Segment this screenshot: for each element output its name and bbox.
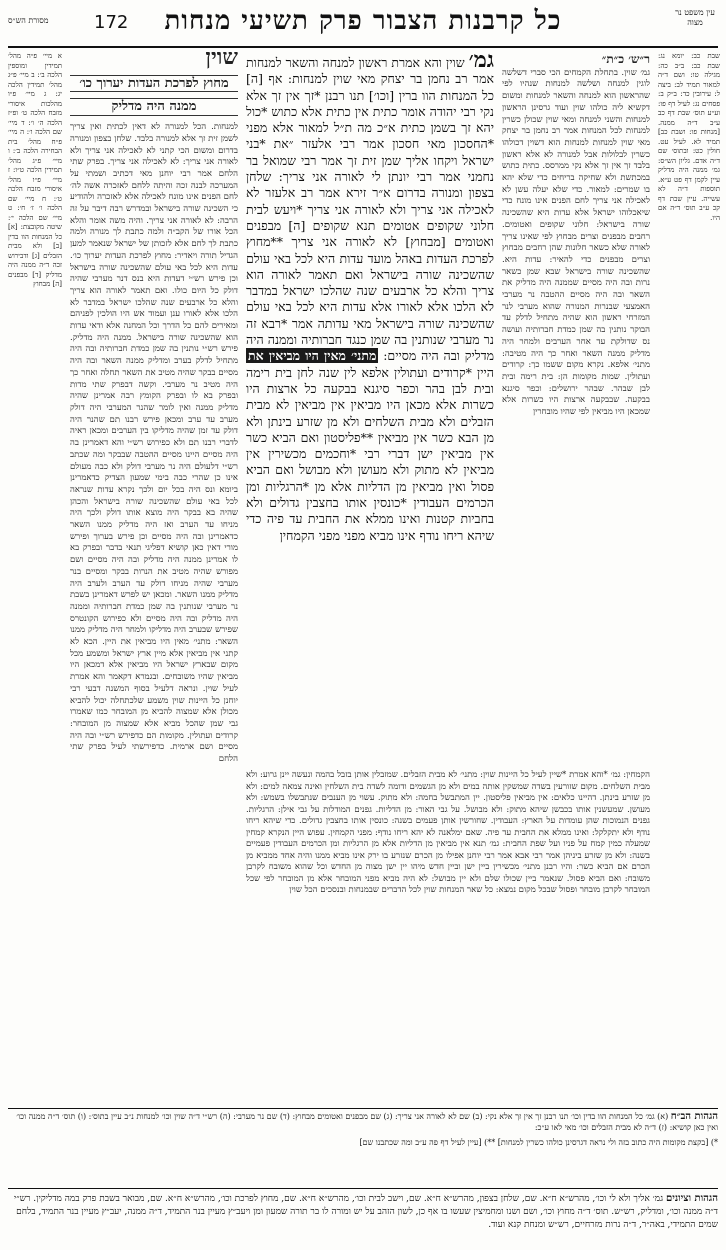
- page-header: [8, 4, 718, 48]
- right-margin-notes: [658, 52, 720, 1097]
- tosafot-text: למנחות. הכל למנורה לא דאין לכתית ואין צריך לשמן זית זך אלא למנורה בלבד. שלחן בצפון ומנורה בדרום ומשום הכי קתני לא לאכילה אני צריך ולא לאורה אני צריך: לא לאכילה אני צריך. בפרק שתי הלחם אמר רבי יוחנן מאי דכתיב ושמתי על המערכה לבנה זכה והיתה ללחם לאזכרה אשה לה׳ לחם הפנים אינו מונח לאכילה אלא לאזכרה ולהודיע כי השכינה שורה בישראל ובמדרש רבה דיבר על זה הרבה: לא לאורה אני צריך. והיה משה אומר והלא הכל אורו של הקב״ה ולמה כתבת לך מנורה ולמה כתבת לך לחם אלא לזכותן של ישראל שנאמר למען הגדיל תורה ויאדיר: מחוץ לפרכת העדות יערוך כו׳. עדות היא לכל באי עולם שהשכינה שורה בישראל וכן פירש רש״י דעדות היא בנס דנר מערבי שהיה דולק כל היום כולו. ואם תאמר לאורה הוא צריך והלא כל ארבעים שנה שהלכו ישראל במדבר לא הלכו אלא לאורו ענן ועמוד אש היו הולכין לפניהם ומאירים להם כל הדרך וכל המחנה אלא ודאי עדות הוא שהשכינה שורה בישראל. ממנה היה מדליק. פירש רש״י נותנין בה שמן כמדת חברותיה ובה היה מתחיל לדלק בערב ומדליק ממנה השאר ובה היה מסיים בבקר שהיה מטיב את השאר תחלה ואחר כך היה מטיב נר מערבי. וקשה דבפרק שתי מדות ובפרק בא לו ובפרק הקומץ רבה אמרינן שהיה מדליק ממנה ואין לומר שהנר המערבי היה דולק מערב עד ערב ומכאן פירש רבנו תם שהנר היה דולק עד זמן שהיה מדליקו בין הערבים ומכאן ראיה לדברי רבנו תם ולא כפירוש רש״י והא דאמרינן בה היה מסיים היינו מסיים ההטבה שבבקר ומה שכתב רש״י דלעולם היה נר מערבי דולק ולא כבה מעולם אינו כן שהרי כבה בימי שמעון הצדיק כדאמרינן ביומא ונס היה בכל יום ולכך נקרא עדות שנראה לכל באי עולם שהשכינה שורה בישראל והכהן שהיה בא בבקר היה מוצא אותו דולק ולכך היה מניחו עד הערב ואז היה מדליק ממנו השאר כדאמרינן ובה היה מסיים וכן פירש בערוך ופירש מורי דאין כאן קושיא דפליגי תנאי בדבר ובפרק בא לו אמרינן ממנה היה מדליק ובה היה מסיים ושם מפורש שהיה מטיב את הנרות בבקר ומסיים בנר מערבי שהיה מניחו דולק עד הערב ולערב היה מדליק ממנו השאר. ומכאן יש לפרש דאמרינן בשבת נר מערבי שנותנין בה שמן כמדת חברותיה וממנה היה מדליק ובה היה מסיים ולא כפירוש הקונטרס שפירש שבערב היה מדליקו ולמחר היה מדליק ממנו השאר: מתני׳ מאין היו מביאין את היין. הכא לא קתני אין מביאין אלא מיין ארץ ישראל ומשמע מכל מקום שבארץ ישראל היו מביאין אלא דמכאן היו מביאין שהיו משובחים. ובגמרא דקאמר והא אמרת לעיל שוין. ונראה דלעיל בסוף המשנה דבעי רבי יוחנן כל היינות שוין משמע שלכתחלה יכול להביא מכולן אלא שמצוה להביא מן המובחר כמו שאמרו גבי שמן שהכל מביא אלא שמצוה מן המובחר: קרודים ועתולין. מקומות הם כדפירש רש״י ובה היה מסיים ושם ארמית. כדפירשתי לעיל בפרק שתי הלחם: [70, 122, 238, 765]
- rashi-label: ר״ש׳ כ״ת״: [601, 52, 650, 66]
- page-title: כל קרבנות הצבור פרק תשיעי מנחות: [164, 6, 562, 36]
- mishnah-highlight: מתני׳ מאין היו מביאין את: [248, 348, 377, 364]
- gemara-column: [246, 52, 494, 766]
- bottom-commentary-text: הקמחין: גמ׳ *והא אמרת *שיין לעיל כל היינות שוין: מתני׳ לא מבית הזבלים. שמזבלין אותן בזבל בהמה ונעשה יינן גרוע: ולא מבית השלחים. מקום שזורעין בשדה שמשקין אותה במים ולא מן הגשמים ודומה לשדה בית השלחין ואינה צמאה למים: ולא מן שזרע בינתן. דהיינו כלאים: אין מביאין פליסטון. יין המתבשל בחמה: ולא מתוק. עשוי מן הענבים שנתבשלו בשמש: ולא מעושן. שמעשנין אותו בכבשן שיהא מתוק: ולא מבושל. על גבי האור: מן הדליות. גפנים המודלות על גבי אילן: הרגליות. גפנים הנמוכות שהן עומדות על הארץ: העבודין. שחורשין אותן פעמים בשנה: כונסין אותו בחצבין גדולים. כדי שיהא ריחו נודף ולא יתקלקל: ואינו ממלא את החבית עד פיה. שאם ימלאנה לא יהא ריחו נודף: מפני הקמחין. עפוש היין הנקרא קמחין שמעלה כמין קמח על פניו ועל שפת החבית: גמ׳ תנא אין מביאין מן הדליות אלא מן הרגליות ומן הכרמים העבודין פעמיים בשנה: ולא מן שזרע ביניהן אמר רבי אבא אמר רבי יוחנן אפילו מן הכרם שנזרע בו ירק אינו מביא ממנו והיה אחד ממביא מן הכרם אם הביא כשר: והיו רבנן מתני׳ מכשירין ביין ישן וביין חדש מיהו יין ישן מצוה מן החדש וכל שהוא משובח לקרבן משובח: ואם הביא פסול. שנאמר ביין שכולו שלם ולא יין מבושל: לא היה מביא מפני המובחר אלא מן המובחר לפי שכל המובחר לקרבן מובחר ופסול שבכל מקום נמצא: כל שאר המנחות שוין לכל הדברים שבמנחות ובנסכים הכל שוין: [246, 770, 650, 895]
- footer-notes: *) [בקצת מקומות היה כתוב בזה ולי נראה דגרסינן כולהו כשרין למנחות] **) [עיין לעיל דף פה ע״ב ומה שכתבנו שם]: [359, 1138, 718, 1147]
- bottom-commentary: [246, 770, 650, 1098]
- page-footer: [8, 1108, 718, 1150]
- tosafot-heading-mimena: ממנה היה מדליק: [70, 98, 238, 116]
- footer-hagahot: [8, 1109, 718, 1135]
- left-margin-text: א מיי׳ פ״ה מהל׳ תמידין ומוספין הלכה ב׳: ב מיי׳ פ״ג מהל׳ תמידין הלכה יג: ג מיי׳ פ״ו מהלכות איסורי מזבח הלכה ט׳ ופ״ז הלכה ה׳ ו׳: ד מיי׳ שם הלכה ו׳: ה מיי׳ פ״ח מהל׳ בית הבחירה הלכה ב׳: ו מיי׳ פ״ג מהל׳ תמידין הלכה ט״ו: ז מיי׳ פ״ו מהל׳ איסורי מזבח הלכה ט׳: ח מיי׳ שם הלכה ו׳ ז׳ ח׳: ט מיי׳ שם הלכה י׳: שיטה מקובצת: [א] כל המנחות הוו בדין [ב] ולא מבית הזבלים [ג] ודבירוש זכה ד״ה ממנה היה מדליק [ד] מבפנים [ה] מבחוץ: [8, 52, 62, 288]
- footer-hagahot-vetziyunim: [8, 1188, 718, 1232]
- rashi-commentary: [502, 52, 650, 704]
- gemara-text-1: שוין והא אמרת ראשון למנחה והשאר למנחות אמר רב נחמן בר יצחק מאי שוין למנחות: אף [ה] כל המנחות הוו ברין [וכו׳] תנו רבנן *זך אין זך אלא נקי רבי יהודה אומר כתית אין כתית אלא כתוש *כול יהא זך בשמן כתית א״כ מה ת״ל למאור אלא מפני *החסכון מאי חסכון אמר רבי אלעזר ״את *בני ישראל ויקחו אליך שמן זית זך אמר רבי שמואל בר נחמני אמר רבי יונתן לי לאורה אני צריך: שלחן בצפון ומנורה בדרום א״ר זירא אמר רב אלעזר לא לאכילה אני צריך ולא לאורה אני צריך *ויעש לבית חלוני שקופים אטומים תנא שקופים [ה] מבפנים ואטומים [מבחוץ] לא לאורה אני צריך **מחוץ לפרכת העדות באהל מועד עדות היא לכל באי עולם שהשכינה שורה בישראל ואם תאמר לאורה הוא צריך והלא כל ארבעים שנה שהלכו ישראל במדבר לא הלכו אלא לאורו אלא עדות היא לכל באי עולם שהשכינה שורה בישראל מאי עדותה אמר *רבא זה נר מערבי שנותנין בה שמן כנגד חברותיה וממנה היה מדליק ובה היה מסיים:: [246, 55, 494, 364]
- gemara-text-2: היין *קרודים ועתולין אלפא לין שנה לחן בית רימה ובית לבן בהר וכפר סיגנא בבקעה כל ארצות היו כשרות אלא מכאן היו מביאין אין מביאין לא מבית הזבלים ולא מבית השלחים ולא מן שזרע בינתן ולא מן הבא כשר אין מביאין **פליסטון ואם הביא כשר אין מביאין ישן דברי רבי *וחכמים מכשירין אין מביאין לא מתוק ולא מעושן ולא מבושל ואם הביא פסול ואין מביאין מן הדליות אלא מן *הרגליות ומן הכרמים העבודין *כונסין אותו בחצבין גדולים ולא בחביות קטנות ואינו ממלא את החבית עד פיה כדי שיהא ריחו נודף אינו מביא מפני מפני הקמחין: [246, 364, 494, 543]
- page-number: 172: [94, 12, 129, 33]
- tosafot-commentary: [70, 52, 238, 1097]
- ein-mishpat-label: עין משפט נר מצוה: [675, 8, 715, 27]
- footer-hagahot-label: הגהות הב״ח: [670, 1111, 718, 1122]
- right-margin-text: שבת כב: יומא נג: שבת כב: ב״ב כה: מגילה טו: ושם ד״ה למאור תמיד לב: ביצה ל: עירובין כד: ב״ק ב: פסחים נג: לעיל דף פו: וע״ע תוס׳ שבת דף כב ע״ב ד״ה ממנה. [מנחות פו: ושבת כב] תמיד לא. לעיל עט. חולין כט: ובתוס׳ שם ד״ה אדם. גליון הש״ס: גמ׳ ממנה היה מדליק עיין לקמן דף פט ע״א. תוספות ד״ה לא עשייה. עיין שבת דף קכ ע״ב תוס׳ ד״ה אם היו.: [658, 52, 720, 222]
- tosafot-heading-machutz: מחוץ לפרכת העדות יערוך כו׳: [70, 75, 238, 93]
- footer-hagahot-text: (א) גמ׳ כל המנחות הוו בדין וכו׳ תנו רבנן זך אין זך אלא נקי: (ב) שם לא לאורה אני צריך: (ג) שם מבפנים ואטומים מבחוץ: (ד) שם נר מערבי: (ה) רש״י ד״ה שוין וכו׳ למנחות נ״ב עיין בתוס׳: (ו) תוס׳ ד״ה ממנה וכו׳ ואין כאן קושיא: (ז) ד״ה לא מבית הזבלים וכו׳ מאי לאו ע״כ:: [16, 1112, 718, 1132]
- left-margin-notes: [8, 52, 62, 1097]
- hagahot-vetziyunim-text: גמ׳ אליך ולא לי וכו׳, מהרש״א ח״א. שם, שלחן בצפון, מהרש״א ח״א. שם, וישב לבית וכו׳, מהרש״א ח״א. שם, מחוץ לפרכת וכו׳, מהרש״א ח״א. שם, מבואר בשבת פרק במה מדליקין. רש״י ד״ה ממנה וכו׳, ומדליק, רש״ש. תוס׳ ד״ה מחוץ וכו׳, ושם ושנו ומחמיצין שעשו בו אף כן, לשון הזהב על יש ומורה לו בר תורה שמעון ומן ויעב״ץ מעיין בנר התמיד, ד״ה ממנה, יעב״ץ מעיין בנר התמיד, בלחם שמים התמידי, באה״ר, ד״ה נרות מזרחיים, רש״ש ומנחת קנא ועוד.: [13, 1194, 718, 1230]
- gemara-opening-word: גמ׳: [468, 52, 494, 73]
- hagahot-vetziyunim-label: הגהות וציונים: [665, 1193, 718, 1204]
- rashi-text: גמ׳ שוין. בתחלת הקמחים הכי סברי דשלשה לוגין למנחה ושלשה למנחות שנהיו לפי שהראשון הוא למנחה והשאר למנחות ומשום דקשיא ליה כולהו שוין ועוד גרסינן הראשון למנחות והשני למנחה ומאי שוין שכולן כשרין למנחות לכל המנחות אמר רב נחמן בר יצחק מאי שוין למנחות למנחות הוא דשוין דכולהו כשרין לבלולות אבל למנורה לא אלא ראשון בלבד זך אין זך אלא נקי ממרסס. כתית כתוש במכתשת ולא שחיקה בריחים כדי שלא יהא בו שמרים: למאור. כדי שלא יעלה עשן לא לאכילה אני צריך לחם הפנים אינו מונח כדי שיאכלוהו ישראל אלא עדות היא שהשכינה שורה בישראל: חלוני שקופים ואטומים. רחבים מבפנים וצרים מבחוץ לפי שאינו צריך לאורה שלא כשאר חלונות שהן רחבים מבחוץ וצרים מבפנים כדי להאיר: עדות היא. שהשכינה שורה בישראל שבא שמן כשאר נרות ובה היה מסיים שממנה היה מדליק את השאר ובה היה מסיים ההטבה נר מערבי האמצעי שבנרות המנורה שהוא מערבי לנר המזרחי ראשון הוא שהיה מתחיל לדלק עד הבוקר נותנין בה שמן כמדת חברותיה ועושה נס שדולקת עד אחר הערבים ולמחר היה מדליק ממנה השאר ואחר כך היה מטיבה: מתני׳ אלפא. נקרא מקום ששמו כך: קרודים ועתולין. שמות מקומות הן: בית רימה ובית לבן שבהר. שבהר ירושלים: וכפר סיגנא בבקעה. שבבקעה ארצות היו כשרות אלא שמכאן היו מביאין לפי שהיו מובחרין: [502, 67, 650, 418]
- mesorat-hashas-label: מסורת הש״ס: [8, 16, 49, 25]
- tosafot-opening-word: שוין: [205, 52, 238, 70]
